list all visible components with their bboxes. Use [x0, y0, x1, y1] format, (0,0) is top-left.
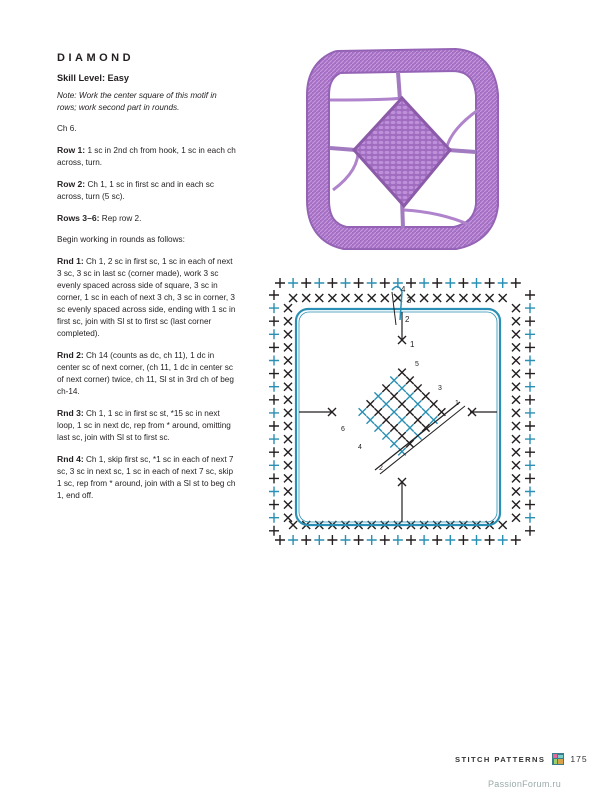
sc-round-symbol — [472, 278, 482, 288]
page-footer — [455, 751, 588, 767]
sc-symbol — [284, 488, 292, 496]
sc-symbol — [499, 294, 507, 302]
sc-round-symbol — [269, 408, 279, 418]
sc-round-symbol — [301, 535, 311, 545]
round-label: Rnd 4: — [57, 454, 84, 464]
sc-round-symbol — [525, 447, 535, 457]
round-label: Rnd 3: — [57, 408, 84, 418]
sc-symbol — [406, 392, 414, 400]
chart-label: 5 — [415, 361, 419, 368]
chart-label: 2 — [405, 315, 410, 324]
sc-round-symbol — [354, 278, 364, 288]
sc-symbol — [284, 409, 292, 417]
sc-round-symbol — [269, 329, 279, 339]
sc-symbol — [406, 424, 414, 432]
sc-round-symbol — [525, 316, 535, 326]
sc-round-symbol — [525, 382, 535, 392]
sc-round-symbol — [525, 500, 535, 510]
watermark: PassionForum.ru — [488, 779, 562, 789]
sc-round-symbol — [525, 369, 535, 379]
sc-symbol — [512, 357, 520, 365]
row-text: Ch 1, 1 sc in first sc and in each sc across, turn (5 sc). — [57, 180, 214, 201]
sc-round-symbol — [525, 342, 535, 352]
round-text: Ch 1, 2 sc in first sc, 1 sc in each of next 3 sc, 3 sc in last sc (corner made), work 3 sc evenly spaced across side of square, 3 sc in corner, 1 sc in each of next 3 ch, 3 sc in corner, 3 sc evenly spaced across side, ending with 1 sc in first sc, join with Sl st to first sc (last corner completed). — [57, 257, 236, 338]
sc-symbol — [342, 294, 350, 302]
sc-round-symbol — [288, 535, 298, 545]
sc-symbol — [284, 383, 292, 391]
sc-round-symbol — [458, 535, 468, 545]
sc-round-symbol — [367, 278, 377, 288]
sc-round-symbol — [472, 535, 482, 545]
sc-round-symbol — [406, 278, 416, 288]
sc-symbol — [374, 408, 382, 416]
sc-symbol — [433, 294, 441, 302]
chart-label: 2 — [379, 465, 383, 472]
sc-symbol — [398, 432, 406, 440]
sc-symbol — [382, 400, 390, 408]
sc-symbol — [398, 384, 406, 392]
sc-symbol — [382, 432, 390, 440]
sc-symbol — [284, 435, 292, 443]
sc-symbol — [315, 294, 323, 302]
sc-round-symbol — [380, 535, 390, 545]
sc-symbol — [284, 461, 292, 469]
sc-round-symbol — [269, 303, 279, 313]
sc-symbol — [430, 400, 438, 408]
sc-symbol — [390, 392, 398, 400]
sc-symbol — [512, 422, 520, 430]
stitch-swatch-icon — [552, 753, 564, 765]
chart-label: 4 — [401, 285, 406, 294]
sc-round-symbol — [406, 535, 416, 545]
row-label: Rows 3–6: — [57, 213, 100, 223]
sc-symbol — [473, 294, 481, 302]
chart-label: 6 — [341, 426, 345, 433]
round-text: Ch 1, 1 sc in first sc st, *15 sc in next loop, 1 sc in next dc, rep from * around, omitting last sc, join with Sl st to first sc. — [57, 409, 231, 442]
sc-round-symbol — [314, 278, 324, 288]
sc-symbol — [512, 501, 520, 509]
sc-round-symbol — [511, 278, 521, 288]
sc-round-symbol — [525, 513, 535, 523]
sc-round-symbol — [288, 278, 298, 288]
pattern-title: DIAMOND — [57, 52, 135, 64]
sc-round-symbol — [314, 535, 324, 545]
sc-symbol — [398, 416, 406, 424]
sc-symbol — [367, 416, 375, 424]
row-label: Row 2: — [57, 179, 86, 189]
skill-level: Skill Level: Easy — [57, 73, 130, 83]
sc-symbol — [512, 461, 520, 469]
sc-symbol — [398, 400, 406, 408]
sc-symbol — [284, 330, 292, 338]
sc-symbol — [390, 424, 398, 432]
sc-round-symbol — [525, 408, 535, 418]
sc-round-symbol — [367, 535, 377, 545]
chart-label: 4 — [358, 444, 362, 451]
sc-symbol — [355, 294, 363, 302]
sc-symbol — [390, 440, 398, 448]
sc-symbol — [284, 448, 292, 456]
sc-symbol — [382, 416, 390, 424]
sc-symbol — [512, 488, 520, 496]
round-text: Ch 14 (counts as dc, ch 11), 1 dc in center sc of next corner, (ch 11, 1 dc in center sc of next corner) twice, ch 11, Sl st in 3rd ch of beg ch-14. — [57, 351, 234, 396]
pattern-note: Note: Work the center square of this motif in rows; work second part in rounds. — [57, 91, 217, 112]
section-label: STITCH PATTERNS — [455, 754, 546, 764]
sc-symbol — [359, 408, 367, 416]
round-text: Ch 1, skip first sc, *1 sc in each of next 7 sc, 3 sc in next sc, 1 sc in each of next 7 sc, skip 1 sc, rep from * around, join with a Sl st to beg ch 1, end off. — [57, 455, 236, 500]
sc-symbol — [367, 400, 375, 408]
chart-label: 1 — [455, 400, 459, 407]
sc-symbol — [459, 294, 467, 302]
chain-start: Ch 6. — [57, 124, 77, 133]
sc-symbol — [414, 384, 422, 392]
row-label: Row 1: — [57, 145, 86, 155]
sc-symbol — [302, 294, 310, 302]
sc-symbol — [289, 294, 297, 302]
sc-round-symbol — [269, 513, 279, 523]
sc-round-symbol — [525, 290, 535, 300]
sc-symbol — [499, 521, 507, 529]
sc-round-symbol — [525, 303, 535, 313]
sc-symbol — [406, 377, 414, 385]
sc-symbol — [512, 304, 520, 312]
sc-round-symbol — [393, 535, 403, 545]
sc-round-symbol — [498, 535, 508, 545]
sc-symbol — [328, 294, 336, 302]
sc-round-symbol — [269, 526, 279, 536]
sc-round-symbol — [525, 329, 535, 339]
sc-symbol — [422, 392, 430, 400]
sc-symbol — [422, 408, 430, 416]
sc-round-symbol — [269, 342, 279, 352]
sc-symbol — [486, 294, 494, 302]
sc-symbol — [284, 343, 292, 351]
sc-symbol — [390, 408, 398, 416]
sc-symbol — [284, 501, 292, 509]
sc-symbol — [446, 294, 454, 302]
round-label: Rnd 2: — [57, 350, 84, 360]
sc-round-symbol — [269, 473, 279, 483]
round-label: Rnd 1: — [57, 256, 84, 266]
sc-symbol — [381, 294, 389, 302]
sc-round-symbol — [458, 278, 468, 288]
sc-round-symbol — [269, 500, 279, 510]
sc-round-symbol — [269, 316, 279, 326]
sc-round-symbol — [525, 395, 535, 405]
sc-round-symbol — [341, 278, 351, 288]
sc-symbol — [512, 514, 520, 522]
sc-round-symbol — [525, 421, 535, 431]
page-number: 175 — [570, 754, 588, 764]
sc-round-symbol — [419, 278, 429, 288]
sc-round-symbol — [511, 535, 521, 545]
sc-symbol — [284, 474, 292, 482]
sc-symbol — [368, 294, 376, 302]
sc-symbol — [512, 409, 520, 417]
sc-symbol — [284, 514, 292, 522]
sc-round-symbol — [269, 369, 279, 379]
sc-symbol — [284, 370, 292, 378]
sc-round-symbol — [269, 434, 279, 444]
sc-round-symbol — [445, 535, 455, 545]
sc-round-symbol — [269, 421, 279, 431]
sc-round-symbol — [525, 473, 535, 483]
sc-symbol — [512, 317, 520, 325]
sc-symbol — [414, 400, 422, 408]
sc-symbol — [284, 422, 292, 430]
sc-round-symbol — [419, 535, 429, 545]
sc-symbol — [398, 369, 406, 377]
sc-symbol — [284, 304, 292, 312]
round-2-chain — [296, 309, 500, 525]
sc-round-symbol — [525, 356, 535, 366]
sc-symbol — [512, 474, 520, 482]
chart-label: 3 — [407, 296, 412, 305]
sc-symbol — [512, 370, 520, 378]
sc-round-symbol — [269, 382, 279, 392]
sc-round-symbol — [525, 526, 535, 536]
sc-symbol — [406, 408, 414, 416]
chart-label: 3 — [438, 385, 442, 392]
sc-round-symbol — [485, 535, 495, 545]
sc-symbol — [414, 416, 422, 424]
row-text: 1 sc in 2nd ch from hook, 1 sc in each ch across, turn. — [57, 146, 236, 167]
sc-round-symbol — [269, 447, 279, 457]
sc-symbol — [374, 424, 382, 432]
sc-symbol — [512, 343, 520, 351]
sc-symbol — [512, 330, 520, 338]
sc-round-symbol — [327, 535, 337, 545]
sc-round-symbol — [485, 278, 495, 288]
sc-symbol — [512, 396, 520, 404]
sc-symbol — [512, 435, 520, 443]
sc-symbol — [289, 521, 297, 529]
sc-round-symbol — [525, 460, 535, 470]
sc-round-symbol — [354, 535, 364, 545]
sc-symbol — [420, 294, 428, 302]
sc-symbol — [382, 384, 390, 392]
sc-round-symbol — [269, 487, 279, 497]
sc-round-symbol — [525, 487, 535, 497]
sc-round-symbol — [327, 278, 337, 288]
begin-rounds: Begin working in rounds as follows: — [57, 235, 185, 244]
sc-round-symbol — [498, 278, 508, 288]
sc-round-symbol — [341, 535, 351, 545]
sc-round-symbol — [432, 278, 442, 288]
sc-round-symbol — [269, 356, 279, 366]
sc-round-symbol — [275, 278, 285, 288]
sc-symbol — [374, 392, 382, 400]
sc-round-symbol — [432, 535, 442, 545]
sc-round-symbol — [275, 535, 285, 545]
sc-symbol — [284, 396, 292, 404]
sc-round-symbol — [269, 395, 279, 405]
sc-round-symbol — [269, 460, 279, 470]
row-text: Rep row 2. — [99, 214, 142, 223]
sc-round-symbol — [269, 290, 279, 300]
sc-round-symbol — [525, 434, 535, 444]
sc-round-symbol — [445, 278, 455, 288]
sc-symbol — [284, 317, 292, 325]
sc-round-symbol — [301, 278, 311, 288]
sc-symbol — [284, 357, 292, 365]
sc-symbol — [512, 448, 520, 456]
sc-round-symbol — [380, 278, 390, 288]
sc-symbol — [512, 383, 520, 391]
chart-label: 1 — [410, 340, 415, 349]
sc-symbol — [390, 377, 398, 385]
